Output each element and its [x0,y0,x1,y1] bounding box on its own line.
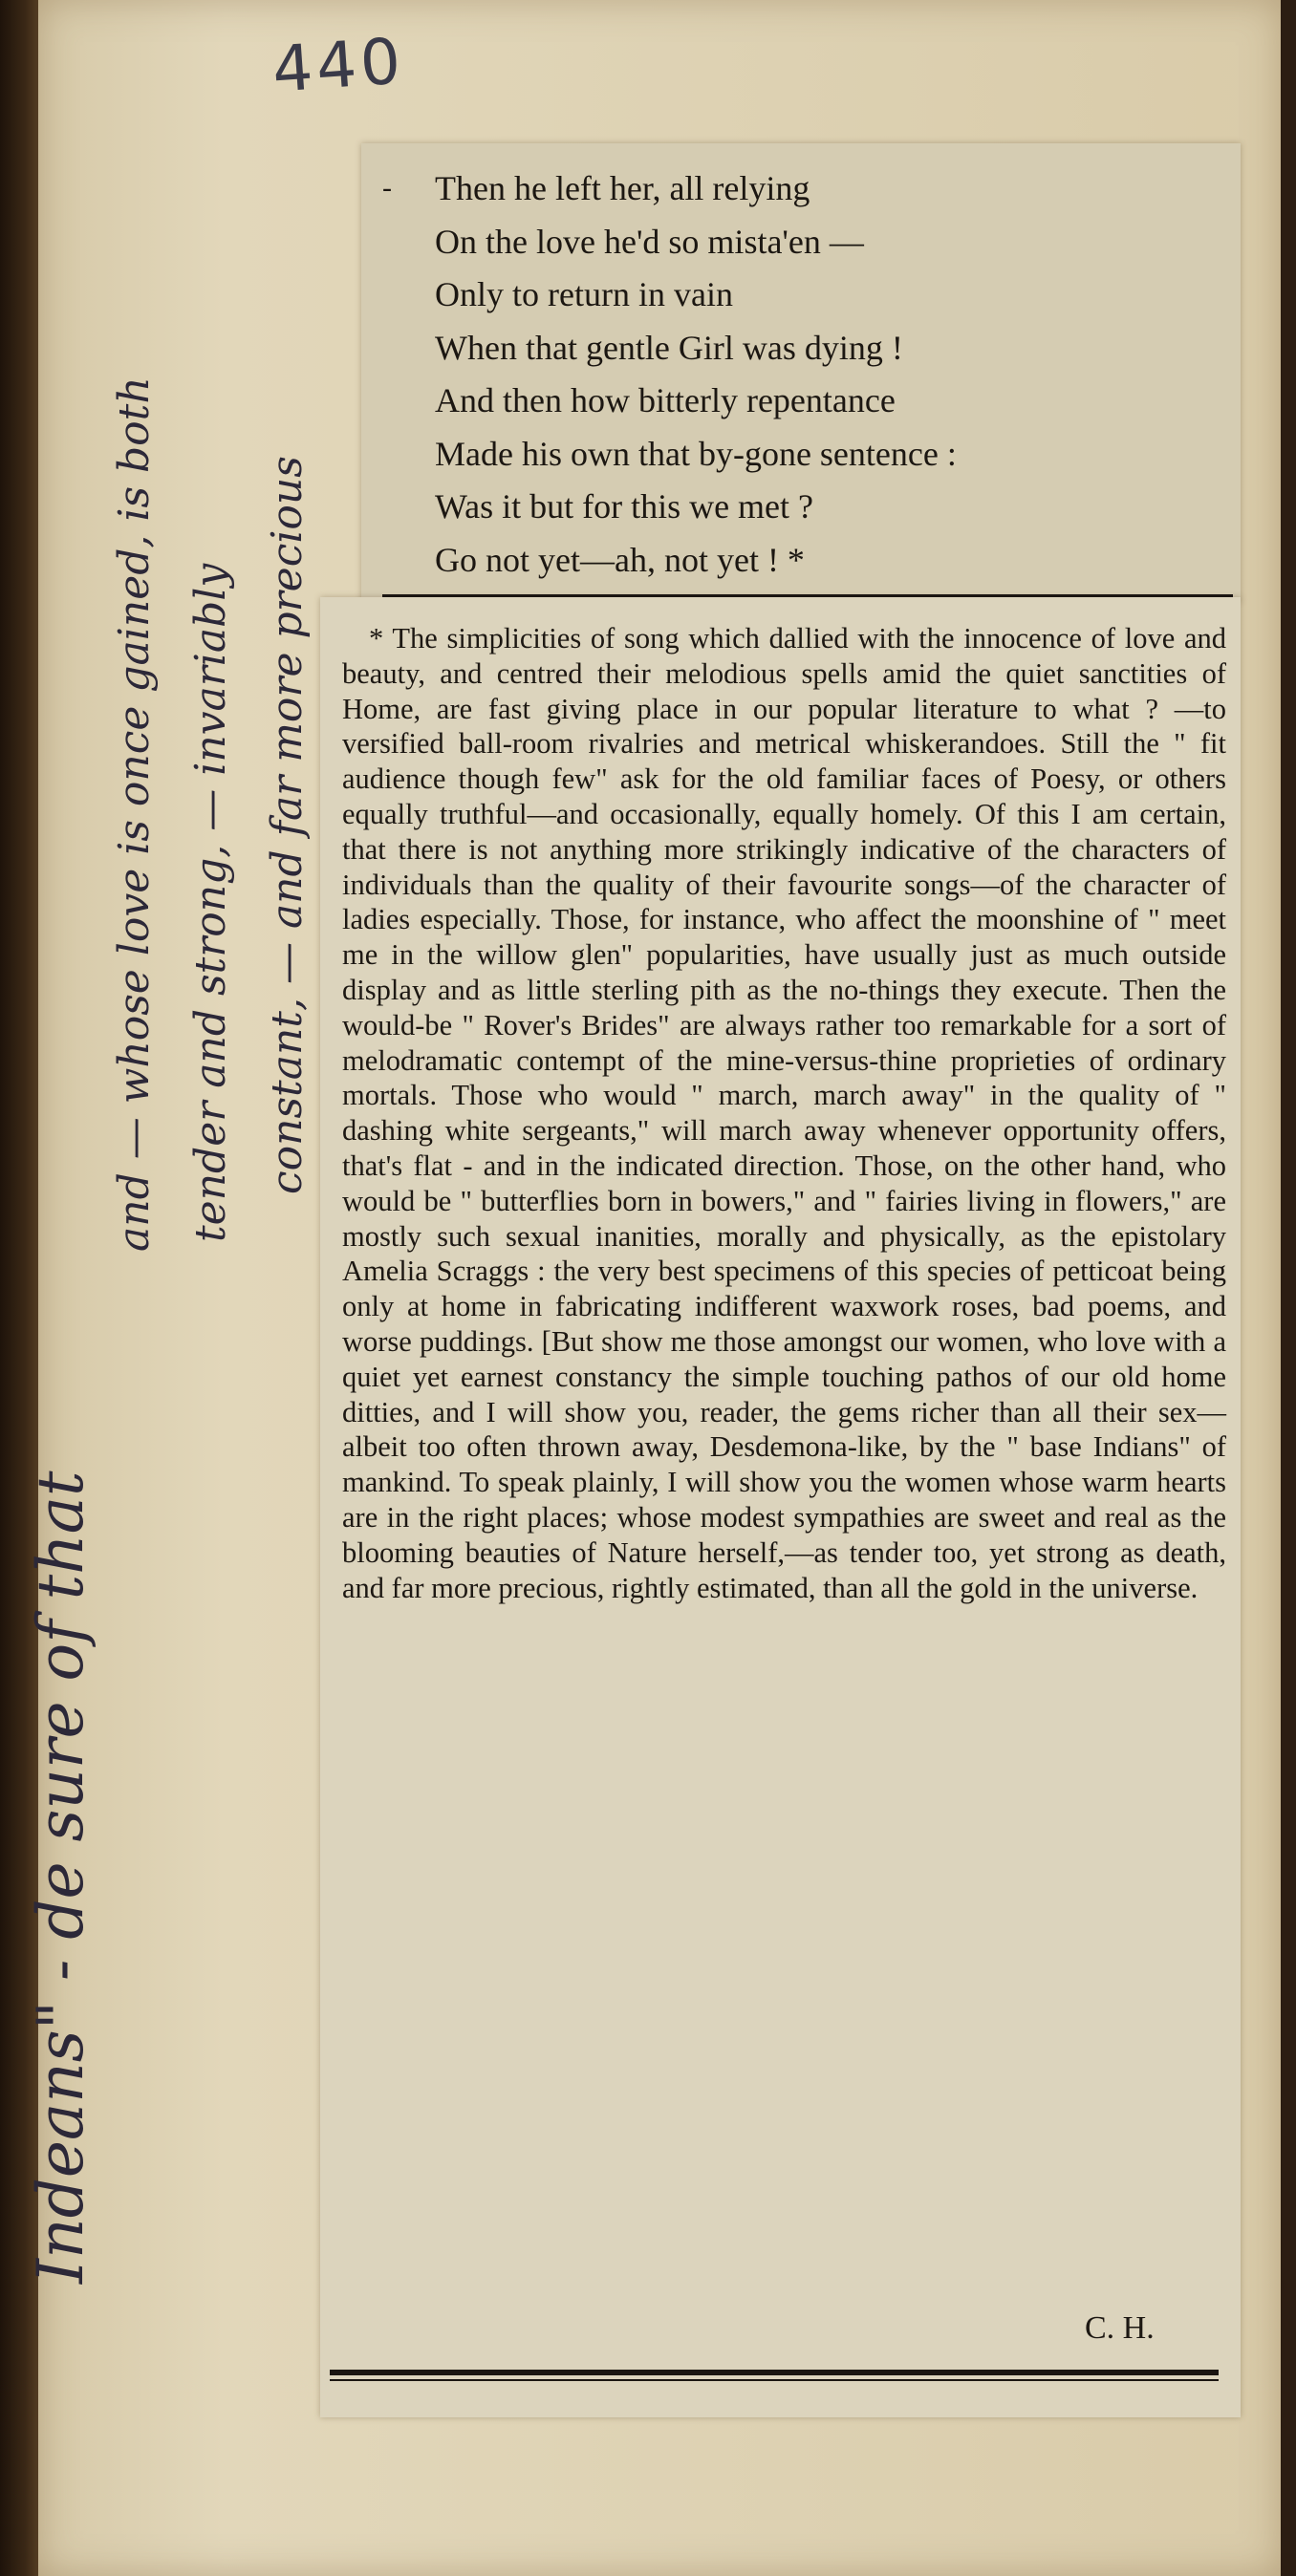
poem-line: And then how bitterly repentance [435,381,896,419]
footnote-paragraph: * The simplicities of song which dallied with the innocence of love and beauty, and centred their melodious spells amid the quiet sanctities of Home, are fast giving place in our popular literature to what ? —to versified ball-room rivalries and metrical whiskerandoes. Still the " fit audience though few" ask for the old familiar faces of Poesy, or others equally truthful—and occasionally, equally homely. Of this I am certain, that there is not anything more strikingly indicative of the characters of individuals than the quality of their favourite songs—of the character of ladies especially. Those, for instance, who affect the moonshine of " meet me in the willow glen" popularities, have usually just as much outside display and as little sterling pith as the no-things they execute. Then the would-be " Rover's Brides" are always rather too remarkable for a sort of melodramatic contempt of the mine-versus-thine proprieties of ordinary mortals. Those who would " march, march away" in the quality of " dashing white sergeants," will march away whenever opportunity offers, that's flat - and in the indicated direction. Those, on the other hand, who would be " butterflies born in bowers," and " fairies living in flowers," are mostly such sexual inanities, morally and physically, as the epistolary Amelia Scraggs : the very best specimens of this species of petticoat being only at home in fabricating indifferent waxwork roses, bad poems, and worse puddings. [But show me those amongst our women, who love with a quiet yet earnest constancy the simple touching pathos of our old home ditties, and I will show you, reader, the gems richer than all their sex—albeit too often thrown away, Desdemona-like, by the " base Indians" of mankind. To speak plainly, I will show you the women whose warm hearts are in the right places; whose modest sympathies are sweet and real as the blooming beauties of Nature herself,—as tender too, yet strong as death, and far more precious, rightly estimated, than all the gold in the universe. [342,622,1226,1604]
poem-line: Go not yet—ah, not yet ! * [435,540,805,579]
poem-line: Was it but for this we met ? [435,487,814,526]
poem-line: Then he left her, all relying [435,169,810,207]
margin-note-line: Indeans" - de sure of that [24,1470,97,2284]
dash-mark: - [382,172,392,204]
poem-line: Made his own that by-gone sentence : [435,434,957,473]
poem-line: On the love he'd so mista'en — [435,222,864,261]
margin-note-line: and — whose love is once gained, is both [110,376,159,1252]
bottom-rule [330,2370,1219,2375]
margin-note-line: constant, — and far more precious [263,456,312,1194]
bottom-rule-thin [330,2379,1219,2381]
signature: C. H. [1085,2310,1155,2346]
divider-rule [382,594,1233,597]
folio-number: 440 [270,24,407,107]
poem-line: When that gentle Girl was dying ! [435,328,903,367]
poem [435,162,1219,587]
poem-line: Only to return in vain [435,275,733,313]
margin-note-line: tender and strong, — invariably [186,563,235,1242]
footnote-prose [342,621,1226,1605]
